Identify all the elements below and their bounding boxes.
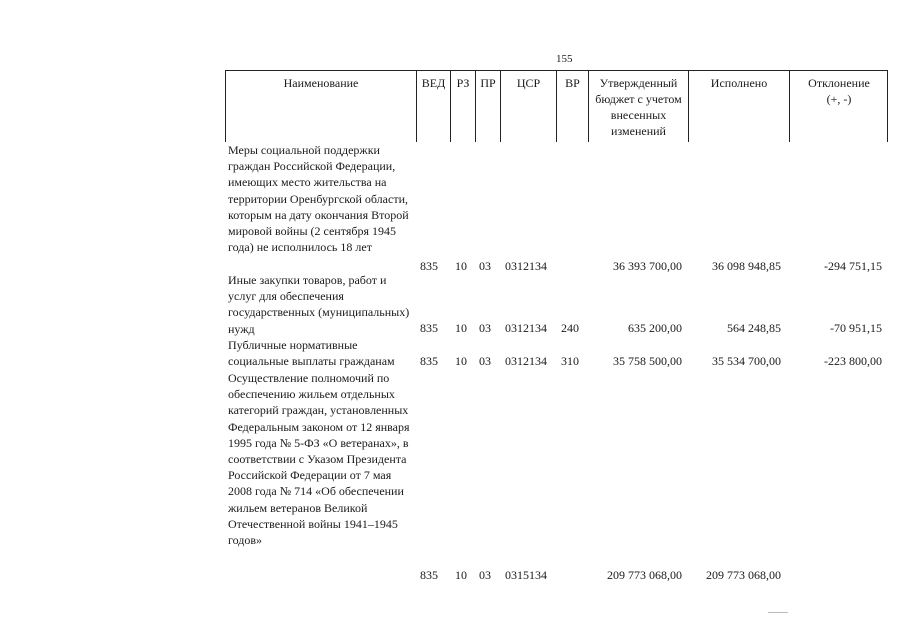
row-name: Публичные нормативные социальные выплаты гражданам (228, 338, 395, 369)
header-csr: ЦСР (500, 71, 556, 142)
table-row (225, 337, 888, 370)
row-csr: 0312134 (505, 321, 547, 335)
header-rz: РЗ (450, 71, 475, 142)
row-pr: 03 (479, 321, 491, 335)
table-row (225, 370, 888, 598)
row-executed: 35 534 700,00 (712, 354, 781, 368)
scan-mark (768, 612, 788, 613)
row-pr: 03 (479, 568, 491, 582)
row-approved: 635 200,00 (628, 321, 682, 335)
row-rz: 10 (455, 568, 467, 582)
row-csr: 0312134 (505, 354, 547, 368)
row-approved: 35 758 500,00 (613, 354, 682, 368)
row-csr: 0312134 (505, 259, 547, 273)
row-ved: 835 (420, 321, 438, 335)
header-vr: ВР (556, 71, 588, 142)
row-rz: 10 (455, 321, 467, 335)
header-deviation: Отклонение (+, -) (789, 71, 888, 142)
row-csr: 0315134 (505, 568, 547, 582)
row-vr: 240 (561, 321, 579, 335)
table-header (225, 70, 888, 142)
table-row (225, 272, 888, 337)
row-name: Меры социальной поддержки граждан Российской Федерации, имеющих место жительства на территории Оренбургской области, которым на дату окончания Второй мировой войны (2 сентября 1945 года) не исполнилось 18 лет (228, 143, 409, 255)
row-pr: 03 (479, 259, 491, 273)
row-executed: 564 248,85 (727, 321, 781, 335)
row-pr: 03 (479, 354, 491, 368)
row-name: Осуществление полномочий по обеспечению жильем отдельных категорий граждан, установленных Федеральным законом от 12 января 1995 года № 5-ФЗ «О ветеранах», в соответствии с Указом Президента Российской Федерации от 7 мая 2008 года № 714 «Об обеспечении жильем ветеранов Великой Отечественной войны 1941–1945 годов» (228, 371, 410, 548)
page-number: 155 (556, 53, 573, 65)
header-name: Наименование (283, 76, 359, 90)
row-ved: 835 (420, 259, 438, 273)
header-approved: Утвержденный бюджет с учетом внесенных изменений (588, 71, 688, 142)
row-deviation: -223 800,00 (824, 354, 882, 368)
row-approved: 36 393 700,00 (613, 259, 682, 273)
row-ved: 835 (420, 568, 438, 582)
header-executed: Исполнено (688, 71, 789, 142)
row-executed: 36 098 948,85 (712, 259, 781, 273)
row-deviation: -294 751,15 (824, 259, 882, 273)
row-name: Иные закупки товаров, работ и услуг для обеспечения государственных (муниципальных) нужд (228, 273, 410, 336)
row-approved: 209 773 068,00 (607, 568, 682, 582)
header-pr: ПР (475, 71, 500, 142)
row-vr: 310 (561, 354, 579, 368)
table-row (225, 142, 888, 272)
budget-table (225, 70, 888, 598)
row-executed: 209 773 068,00 (706, 568, 781, 582)
row-rz: 10 (455, 259, 467, 273)
row-deviation: -70 951,15 (830, 321, 882, 335)
row-ved: 835 (420, 354, 438, 368)
header-ved: ВЕД (416, 71, 450, 142)
row-rz: 10 (455, 354, 467, 368)
